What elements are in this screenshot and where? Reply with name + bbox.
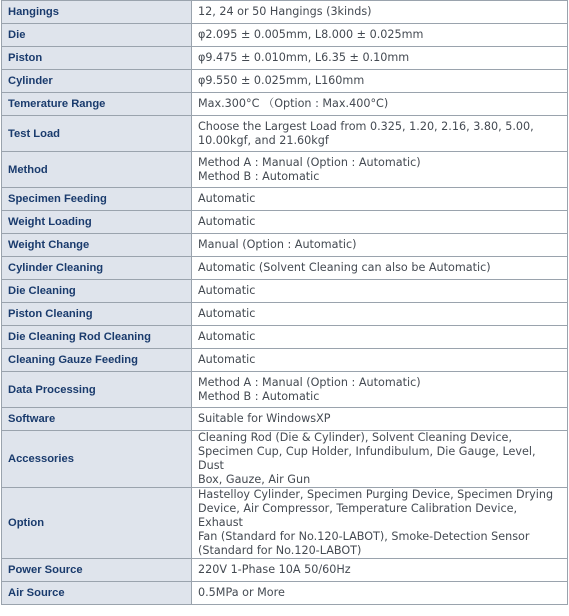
spec-value-line: Automatic [198,307,256,320]
spec-label: Die Cleaning Rod Cleaning [2,326,192,349]
spec-label: Piston [2,47,192,70]
spec-value-line: Device, Air Compressor, Temperature Calibration Device, Exhaust [198,502,518,529]
spec-value-line: 12, 24 or 50 Hangings (3kinds) [198,5,372,18]
spec-label: Cylinder [2,70,192,93]
spec-value-line: Automatic (Solvent Cleaning can also be Automatic) [198,261,491,274]
spec-row [2,211,568,234]
spec-row [2,349,568,372]
spec-value [192,188,568,211]
spec-value [192,24,568,47]
spec-value-line: Automatic [198,330,256,343]
spec-value [192,116,568,152]
spec-value-line: Method A : Manual (Option : Automatic) [198,375,421,389]
spec-row [2,582,568,605]
spec-value [192,559,568,582]
spec-label: Piston Cleaning [2,303,192,326]
spec-row [2,257,568,280]
spec-label: Weight Change [2,234,192,257]
spec-value [192,47,568,70]
spec-value-line: φ2.095 ± 0.005mm, L8.000 ± 0.025mm [198,28,424,41]
spec-row [2,234,568,257]
spec-value [192,280,568,303]
spec-value-line: Method B : Automatic [198,389,320,403]
spec-value-line: Choose the Largest Load from 0.325, 1.20, 2.16, 3.80, 5.00, [198,119,534,133]
spec-value-line: Manual (Option : Automatic) [198,238,357,251]
spec-row [2,24,568,47]
spec-label: Cleaning Gauze Feeding [2,349,192,372]
spec-row [2,70,568,93]
spec-row [2,93,568,116]
spec-value-line: Automatic [198,192,256,205]
spec-table [1,0,568,605]
spec-row [2,372,568,408]
spec-label: Cylinder Cleaning [2,257,192,280]
spec-value-line: (Standard for No.120-LABOT) [198,544,362,557]
spec-value-line: Specimen Cup, Cup Holder, Infundibulum, Die Gauge, Level, Dust [198,445,536,472]
spec-value-line: φ9.475 ± 0.010mm, L6.35 ± 0.10mm [198,51,410,64]
spec-row [2,559,568,582]
spec-row [2,1,568,24]
spec-value-line: Cleaning Rod (Die & Cylinder), Solvent Cleaning Device, [198,431,512,444]
spec-row [2,152,568,188]
spec-label: Method [2,152,192,188]
spec-value-line: Box, Gauze, Air Gun [198,473,311,486]
spec-label: Specimen Feeding [2,188,192,211]
spec-row [2,188,568,211]
spec-value [192,582,568,605]
spec-value-line: Hastelloy Cylinder, Specimen Purging Device, Specimen Drying [198,488,554,501]
spec-label: Data Processing [2,372,192,408]
spec-value-line: Automatic [198,284,256,297]
spec-row [2,47,568,70]
spec-value-line: Method A : Manual (Option : Automatic) [198,155,421,169]
spec-value [192,152,568,188]
spec-value-line: Max.300°C （Option : Max.400°C) [198,97,389,110]
spec-value-line: 220V 1-Phase 10A 50/60Hz [198,563,351,576]
spec-row [2,116,568,152]
spec-value [192,372,568,408]
spec-table-body [2,1,568,605]
spec-value [192,93,568,116]
spec-row [2,408,568,431]
spec-label: Accessories [2,431,192,488]
spec-value-line: Automatic [198,215,256,228]
spec-value [192,408,568,431]
spec-value-line: 10.00kgf, and 21.60kgf [198,133,329,147]
spec-value-line: Method B : Automatic [198,169,320,183]
spec-value [192,349,568,372]
spec-value-line: φ9.550 ± 0.025mm, L160mm [198,74,365,87]
spec-value [192,70,568,93]
spec-label: Air Source [2,582,192,605]
spec-label: Die [2,24,192,47]
spec-label: Hangings [2,1,192,24]
spec-value [192,1,568,24]
spec-label: Temerature Range [2,93,192,116]
spec-row [2,280,568,303]
spec-value [192,211,568,234]
spec-label: Software [2,408,192,431]
spec-value [192,234,568,257]
spec-value [192,431,568,488]
spec-value-line: 0.5MPa or More [198,586,285,599]
spec-label: Test Load [2,116,192,152]
spec-label: Option [2,488,192,559]
spec-label: Power Source [2,559,192,582]
spec-value [192,326,568,349]
spec-value [192,488,568,559]
spec-label: Weight Loading [2,211,192,234]
spec-row [2,326,568,349]
spec-label: Die Cleaning [2,280,192,303]
spec-value-line: Automatic [198,353,256,366]
spec-value-line: Suitable for WindowsXP [198,412,331,425]
spec-value [192,257,568,280]
spec-row [2,303,568,326]
spec-row [2,431,568,488]
spec-value-line: Fan (Standard for No.120-LABOT), Smoke-Detection Sensor [198,530,530,543]
spec-value [192,303,568,326]
spec-row [2,488,568,559]
